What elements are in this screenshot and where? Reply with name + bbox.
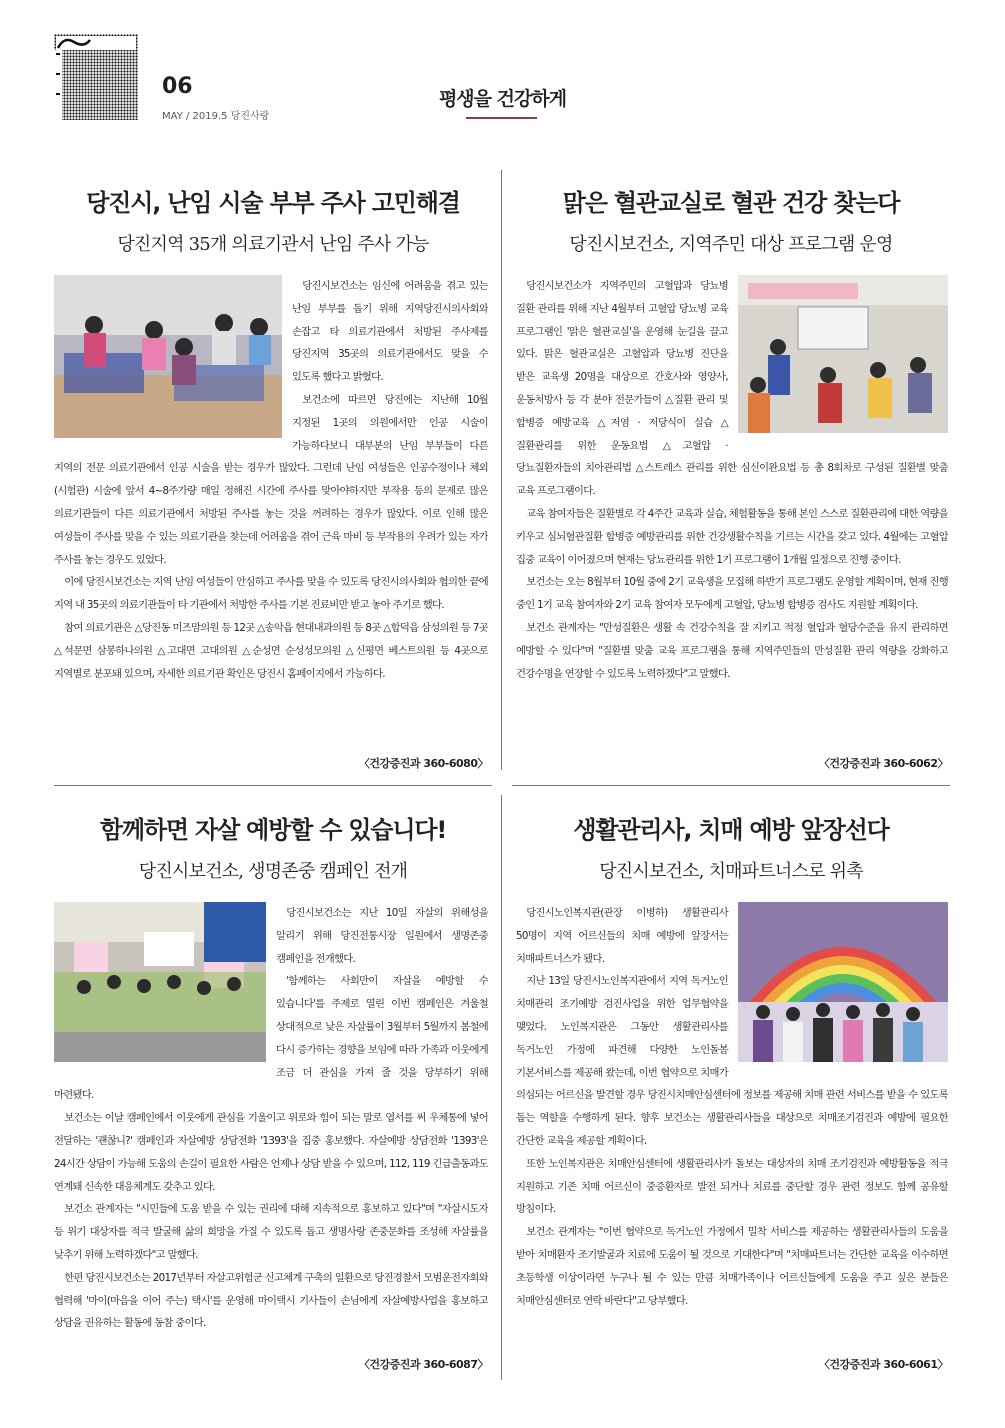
newsletter-logo	[54, 34, 138, 120]
column-divider-top	[501, 170, 502, 770]
article-3-contact: 〈건강증진과 360-6087〉	[358, 1358, 488, 1371]
article-1-body	[54, 275, 488, 755]
article-3-paragraph: 보건소 관계자는 "시민들에 도움 받을 수 있는 권리에 대해 지속적으로 홍보하고 있다"며 "자살시도자 등 위기 대상자를 적극 발굴해 삶의 희망을 가질 수 있도록 돕고 생명사랑 존중문화를 조성해 자살률을 낮추기 위해 노력하겠다"고 말했다.	[54, 1203, 488, 1261]
article-2-contact: 〈건강증진과 360-6062〉	[818, 757, 948, 770]
row-divider-left	[54, 785, 492, 786]
issue-info: MAY / 2019.5 당진사랑	[162, 111, 270, 122]
article-1-paragraph: 이에 당진시보건소는 지역 난임 여성들이 안심하고 주사를 맞을 수 있도록 당진시의사회와 협의한 끝에 지역 내 35곳의 의료기관들이 타 기관에서 처방한 주사를 기본 진료비만 받고 놓아 주기로 했다.	[54, 576, 488, 612]
article-4-paragraph: 지난 13일 당진시노인복지관에서 지역 독거노인 치매관리 조기예방 검진사업을 위한 업무협약을 맺었다. 노인복지관은 그동안 생활관리사를 독거노인 가정에 파견해 다양한 노인돌봄 기본서비스를 제공해 왔는데, 이번 협약으로 치매가 의심되는 어르신을 발견할 경우 당진시치매안심센터에 정보를 제공해 치매 관련 서비스를 받을 수 있도록 돕는 역할을 수행하게 된다. 향후 보건소는 생활관리사들을 대상으로 치매조기검진과 예방에 필요한 간단한 교육을 제공할 계획이다.	[516, 975, 948, 1147]
article-2-subtitle: 당진시보건소, 지역주민 대상 프로그램 운영	[569, 234, 893, 255]
article-2-paragraph: 당진시보건소가 지역주민의 고혈압과 당뇨병 질환 관리를 위해 지난 4월부터 고혈압 당뇨병 교육 프로그램인 '맑은 혈관교실'을 운영해 눈길을 끌고 있다. 맑은 혈관교실은 고혈압과 당뇨병 진단을 받은 교육생 20명을 대상으로 간호사와 영양사, 운동처방사 등 각 분야 전문가들이 △질환 관리 및 합병증 예방교육 △저염 · 저당식이 실습 △질환관리를 위한 운동요법 △고혈압 · 당뇨질환자들의 치아관리법 △스트레스 관리를 위한 심신이완요법 등 총 8회차로 구성된 질환별 맞춤 교육 프로그램이다.	[516, 280, 948, 498]
article-2-paragraph: 교육 참여자들은 질환별로 각 4주간 교육과 실습, 체험활동을 통해 본인 스스로 질환관리에 대한 역량을 키우고 심뇌혈관질환 합병증 예방관리를 위한 건강생활수칙을 기르는 시간을 갖고 있다. 4월에는 고혈압 집중 교육이 이어졌으며 현재는 당뇨관리를 위한 1기 프로그램이 1개월 일정으로 진행 중이다.	[516, 507, 948, 566]
article-2-body	[516, 275, 948, 755]
article-2-photo	[738, 275, 948, 433]
article-4-subtitle: 당진시보건소, 치매파트너스로 위촉	[599, 861, 863, 882]
article-4-contact: 〈건강증진과 360-6061〉	[818, 1358, 948, 1371]
article-3-subtitle: 당진시보건소, 생명존중 캠페인 전개	[138, 861, 408, 882]
article-1-photo	[54, 275, 282, 438]
article-3-paragraph: '함께하는 사회만이 자살을 예방할 수 있습니다'를 주제로 열린 이번 캠페인은 겨울철 상대적으로 낮은 자살률이 3월부터 5월까지 봄철에 다시 증가하는 경향을 보임에 따라 가족과 이웃에게 조금 더 관심을 가져 줄 것을 당부하기 위해 마련됐다.	[54, 975, 488, 1102]
section-title: 평생을 건강하게	[438, 88, 567, 110]
row-divider-right	[512, 785, 950, 786]
article-2-paragraph: 보건소 관계자는 "만성질환은 생활 속 건강수칙을 잘 지키고 적정 혈압과 혈당수준을 유지 관리하면 예방할 수 있다"며 "질환별 맞춤 교육 프로그램을 통해 지역주민들의 만성질환 관리 역량을 강화하고 건강수명을 연장할 수 있도록 노력하겠다"고 말했다.	[516, 621, 948, 680]
article-1-subtitle: 당진지역 35개 의료기관서 난임 주사 가능	[117, 234, 429, 255]
article-3-title: 함께하면 자살 예방할 수 있습니다!	[99, 816, 447, 844]
article-1-title: 당진시, 난임 시술 부부 주사 고민해결	[86, 189, 460, 217]
article-3-paragraph: 당진시보건소는 지난 10일 자살의 위해성을 알리기 위해 당진전통시장 일원에서 생명존중 캠페인을 전개했다.	[276, 907, 488, 965]
article-3-paragraph: 보건소는 이날 캠페인에서 이웃에게 관심을 기울이고 위로와 힘이 되는 말로 엽서를 써 우체통에 넣어 전달하는 '괜찮니?' 캠페인과 자살예방 상담전화 '1393'을 집중 홍보했다. 자살예방 상담전화 '1393'은 24시간 상담이 가능해 도움의 손길이 필요한 사람은 언제나 상담 받을 수 있으며, 112, 119 긴급출동과도 연계돼 신속한 대응체계도 갖추고 있다.	[54, 1112, 488, 1193]
article-4-photo	[738, 902, 948, 1062]
section-underline	[466, 117, 537, 119]
column-divider-bottom	[501, 795, 502, 1380]
article-1-paragraph: 당진시보건소는 임신에 어려움을 겪고 있는 난임 부부를 돕기 위해 지역당진시의사회와 손잡고 타 의료기관에서 처방된 주사제를 당진지역 35곳의 의료기관에서도 맞을 수 있도록 했다고 밝혔다.	[292, 280, 488, 384]
article-4-paragraph: 보건소 관계자는 "이번 협약으로 독거노인 가정에서 밀착 서비스를 제공하는 생활관리사들의 도움을 받아 치매환자 조기발굴과 치료에 도움이 될 것으로 기대한다"며 "치매파트너는 간단한 교육을 이수하면 초등학생 이상이라면 누구나 될 수 있는 만큼 치매가족이나 어르신들에게 도움을 주고 싶은 분들은 치매안심센터로 연락 바란다"고 당부했다.	[516, 1226, 948, 1307]
article-3-paragraph: 한편 당진시보건소는 2017년부터 자살고위험군 신고체계 구축의 일환으로 당진경찰서 모범운전자회와 협력해 '마이(마음을 이어 주는) 택시'를 운영해 마이택시 기사들이 손님에게 자살예방사업을 홍보하고 상담을 권유하는 활동에 동참 중이다.	[54, 1271, 488, 1330]
article-1-paragraph: 보건소에 따르면 당진에는 지난해 10월 지정된 1곳의 의원에서만 인공 시술이 가능하다보니 대부분의 난임 부부들이 다른 지역의 전문 의료기관에서 인공 시술을 받는 경우가 많았다. 그런데 난임 여성들은 인공수정이나 체외(시험관) 시술에 앞서 4~8주가량 매일 정해진 시간에 주사를 맞아야하지만 부작용 등의 문제로 많은 의료기관들이 다른 의료기관에서 처방된 주사를 놓는 것을 꺼려하는 경우가 많았다. 이로 인해 많은 여성들이 주사를 맞을 수 있는 의료기관을 찾는데 어려움을 겪어 근육 마비 등 부작용의 우려가 있는 자가 주사를 놓는 경우도 있었다.	[54, 393, 488, 566]
article-2-title: 맑은 혈관교실로 혈관 건강 찾는다	[562, 189, 900, 217]
article-4-paragraph: 또한 노인복지관은 치매안심센터에 생활관리사가 돌보는 대상자의 치매 조기검진과 예방활동을 적극 지원하고 기존 치매 어르신이 중증환자로 발전 되거나 치료를 중단할 경우 관련 정보도 함께 공유할 방침이다.	[516, 1157, 948, 1216]
article-3-photo	[54, 902, 266, 1062]
page-number: 06	[162, 74, 193, 99]
article-2-paragraph: 보건소는 오는 8월부터 10월 중에 2기 교육생을 모집해 하반기 프로그램도 운영할 계획이며, 현재 진행 중인 1기 교육 참여자와 2기 교육 참여자 모두에게 고혈압, 당뇨병 합병증 검사도 지원할 계획이다.	[516, 576, 948, 612]
article-1-contact: 〈건강증진과 360-6080〉	[358, 757, 488, 770]
article-4-paragraph: 당진시노인복지관(관장 이병하) 생활관리사 50명이 지역 어르신들의 치매 예방에 앞장서는 치매파트너스가 됐다.	[516, 907, 728, 965]
article-4-body	[516, 902, 948, 1352]
article-3-body	[54, 902, 488, 1352]
article-4-title: 생활관리사, 치매 예방 앞장선다	[573, 816, 889, 844]
article-1-paragraph: 참여 의료기관은 △당진동 미즈맘의원 등 12곳 △송악읍 현대내과의원 등 8곳 △합덕읍 삼성의원 등 7곳 △석문면 삼봉하나의원 △고대면 고대의원 △순성면 순성성모의원 △신평면 베스트의원 등 4곳으로 지역별로 분포돼 있으며, 자세한 의료기관 확인은 당진시 홈페이지에서 가능하다.	[54, 621, 488, 680]
